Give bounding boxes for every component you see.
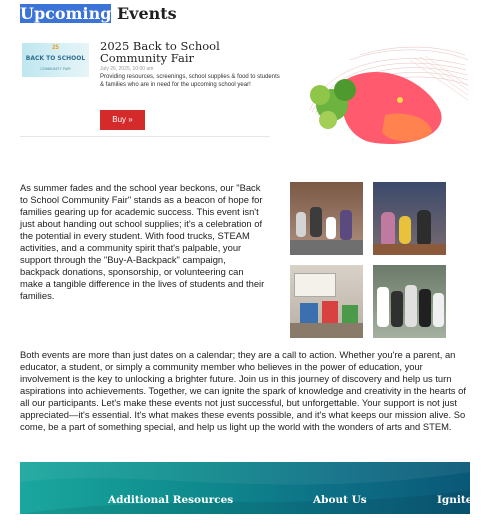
footer-heading-about-us: About Us	[313, 494, 367, 506]
photo-supplies[interactable]	[290, 265, 363, 338]
heading-selected-text: Upcoming	[20, 4, 112, 23]
divider	[20, 136, 270, 137]
footer-heading-additional-resources: Additional Resources	[108, 494, 234, 506]
thumbnail-title: BACK TO SCHOOL	[25, 55, 86, 62]
decorative-artwork	[290, 40, 470, 155]
footer-band	[20, 462, 473, 514]
photo-group[interactable]	[373, 265, 446, 338]
footer-wave-decoration	[20, 462, 473, 514]
intro-paragraph: As summer fades and the school year beckons, our "Back to School Community Fair" stands as a beacon of hope for families gearing up for academic success. This event isn't just about handing out school supplies; it's a celebration of the potential in every student. With food trucks, STEAM activities, and a community spirit that's palpable, your support through the "Buy-A-Backpack" campaign, backpack donations, sponsorship, or volunteering can make a tangible difference in the lives of students and their families.	[20, 182, 265, 301]
event-description: Providing resources, screenings, school supplies & food to students & families who are in need for the upcoming school year!	[100, 74, 280, 88]
event-thumbnail[interactable]	[22, 43, 89, 77]
thumbnail-subtitle: COMMUNITY FAIR	[40, 67, 71, 71]
footer-heading-ignite: Ignite	[437, 494, 473, 506]
photo-kids-1[interactable]	[290, 182, 363, 255]
call-to-action-paragraph: Both events are more than just dates on a calendar; they are a call to action. Whether you're a parent, an educator, a student, or simply a community member who believes in the power of education, your involvement is the key to unlocking a brighter future. Join us in this journey of discovery and help us turn aspirations into achievements. Together, we can ignite the spark of knowledge and creativity in the hearts of all our participants. Let's make these events not just successful, but unforgettable. Your support is not just appreciated—it's essential. It's what makes these events possible, and it's what keeps our mission alive. So come, be a part of something special, and help us light up the world with the wonders of arts and STEM.	[20, 349, 466, 432]
thumbnail-number: 25	[52, 45, 59, 51]
photo-kids-2[interactable]	[373, 182, 446, 255]
event-date: July 26, 2025, 10:00 am	[100, 66, 154, 72]
event-title[interactable]: 2025 Back to School Community Fair	[100, 39, 220, 65]
section-heading	[20, 4, 177, 24]
heading-text: Events	[111, 4, 177, 23]
buy-button[interactable]: Buy »	[100, 110, 145, 130]
